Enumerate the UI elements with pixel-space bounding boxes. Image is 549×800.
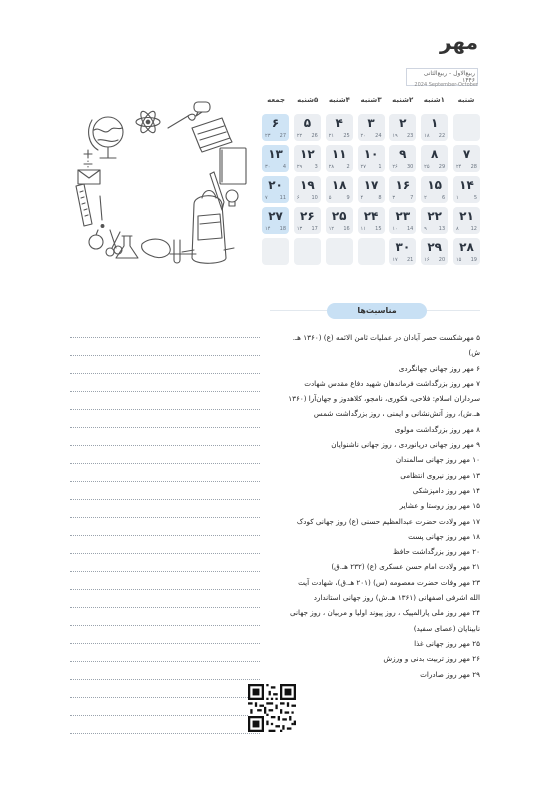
day-cell[interactable] [421, 238, 448, 265]
weeks-container [262, 114, 480, 265]
occasion-item: هـ.ش)، روز آتش‌نشانی و ایمنی ، روز بزرگداشت شمس [313, 409, 480, 419]
note-line[interactable] [70, 464, 260, 482]
note-line[interactable] [70, 536, 260, 554]
gregorian-date: 11 [279, 195, 287, 201]
note-line[interactable] [70, 338, 260, 356]
day-cell[interactable] [453, 145, 480, 172]
occasion-item: ۲۱ مهر ولادت امام حسن عسکری (ع) (۲۳۲ هـ.ق) [331, 562, 480, 572]
gregorian-date: 12 [470, 226, 477, 232]
book-icon [192, 118, 232, 152]
day-cell[interactable] [453, 207, 480, 234]
hijri-date: ۱۶ [424, 257, 430, 263]
weekday-label: ۳شنبه [360, 96, 382, 104]
day-number: ۸ [431, 147, 439, 161]
occasion-item: ۲۵ مهر روز جهانی غذا [414, 638, 480, 648]
gregorian-date: 1 [378, 164, 382, 170]
hijri-date: ۲۸ [328, 164, 335, 170]
gregorian-date: 30 [406, 164, 414, 170]
flask-icon [116, 236, 138, 258]
occasion-item: ۲۳ مهر وفات حضرت معصومه (س) (۲۰۱ هـ.ق)، شهادت آیت [298, 577, 480, 587]
gregorian-date: 29 [438, 164, 446, 170]
day-cell[interactable] [358, 207, 385, 234]
occasion-item: ۱۷ مهر ولادت حضرت عبدالعظیم حسنی (ع) روز جهانی کودک [296, 516, 480, 526]
occasion-item: ۶ مهر روز جهانی جهانگردی [398, 363, 480, 373]
note-line[interactable] [70, 554, 260, 572]
day-cell[interactable] [294, 176, 321, 203]
day-number: ۳ [367, 116, 375, 130]
note-line[interactable] [70, 446, 260, 464]
occasion-item: ۱۰ مهر روز جهانی سالمندان [395, 455, 480, 465]
ruler-icon [76, 184, 92, 226]
notes-area[interactable] [70, 320, 260, 734]
day-number: ۱۶ [395, 178, 411, 192]
day-number: ۱۹ [300, 178, 315, 192]
gregorian-date: 21 [406, 257, 414, 263]
gregorian-date: 24 [375, 133, 382, 139]
day-cell[interactable] [358, 176, 385, 203]
day-cell[interactable] [389, 207, 416, 234]
hijri-date: ۱۰ [392, 226, 398, 232]
hijri-date: ۹ [424, 226, 427, 232]
occasions-list [270, 330, 480, 682]
week-row [262, 176, 480, 203]
hijri-date: ۵ [328, 195, 332, 201]
day-cell[interactable] [326, 176, 353, 203]
hijri-date: ۱۲ [328, 226, 335, 232]
day-number: ۲۶ [300, 209, 315, 223]
occasions-header: مناسبت‌ها [327, 303, 427, 319]
occasion-item: ۱۵ مهر روز روستا و عشایر [399, 501, 480, 511]
gregorian-date: 14 [406, 226, 414, 232]
day-cell-empty [262, 238, 289, 265]
occasion-item: ۹ مهر روز جهانی دریانوردی ، روز جهانی ناشنوایان [331, 440, 480, 450]
day-number: ۷ [462, 147, 471, 161]
day-cell[interactable] [262, 114, 289, 141]
light-bulb-icon [226, 190, 238, 206]
occasion-item: ۵ مهرشکست حصر آبادان در عملیات ثامن الائمه (ع) (۱۳۶۰ هـ. [292, 333, 480, 342]
month-title: مهر [439, 30, 478, 54]
day-cell[interactable] [326, 207, 353, 234]
day-cell[interactable] [294, 145, 321, 172]
hijri-date: ۱۴ [265, 226, 271, 232]
day-cell[interactable] [262, 176, 289, 203]
note-line[interactable] [70, 644, 260, 662]
day-number: ۲ [399, 116, 407, 130]
gregorian-date: 5 [473, 195, 477, 201]
occasion-item: ۱۳ مهر روز نیروی انتظامی [400, 470, 480, 480]
weekday-label: جمعه [267, 96, 286, 104]
weekday-label: شنبه [457, 96, 475, 104]
note-line[interactable] [70, 662, 260, 680]
day-number: ۱۷ [363, 178, 379, 192]
hijri-date: ۲۶ [392, 164, 398, 170]
day-number: ۶ [271, 116, 280, 130]
hijri-date: ۱۷ [392, 257, 398, 263]
day-number: ۵ [303, 116, 312, 130]
gregorian-date: 16 [343, 226, 350, 232]
exclamation-icon [100, 196, 104, 227]
occasion-item: ۸ مهر روز بزرگداشت مولوی [394, 424, 480, 434]
note-line[interactable] [70, 482, 260, 500]
day-number: ۱۲ [300, 147, 315, 161]
apple-icon [89, 230, 103, 249]
hijri-date: ۱۹ [392, 133, 398, 139]
hijri-date: ۱۱ [360, 226, 366, 232]
occasion-item: ۱۴ مهر روز دامپزشکی [412, 485, 480, 495]
hijri-date: ۷ [265, 195, 268, 201]
note-line[interactable] [70, 410, 260, 428]
gregorian-date: 23 [406, 133, 414, 139]
occasion-item: ۲۹ مهر روز صادرات [420, 669, 480, 679]
day-number: ۹ [399, 147, 407, 161]
note-line[interactable] [70, 590, 260, 608]
gregorian-date: 22 [438, 133, 446, 139]
hijri-date: ۶ [296, 195, 300, 201]
occasion-item: ۲۴ مهر روز ملی پارالمپیک ، روز پیوند اولیا و مربیان ، روز جهانی [290, 608, 480, 618]
qr-code-icon [248, 684, 296, 732]
day-number: ۲۱ [459, 209, 474, 223]
hijri-date: ۲۴ [456, 164, 462, 170]
occasion-item: ۲۶ مهر روز تربیت بدنی و ورزش [383, 654, 480, 664]
occasion-item: الله اشرفی اصفهانی (۱۳۶۱ هـ.ش) روز جهانی استاندارد [313, 593, 480, 603]
note-line[interactable] [70, 428, 260, 446]
month-hijri-range: ربیع‌الاول - ربیع‌الثانی ۱۴۴۶ [406, 68, 478, 86]
note-line[interactable] [70, 320, 260, 338]
gregorian-date: 27 [279, 133, 287, 139]
gregorian-date: 20 [438, 257, 446, 263]
day-cell[interactable] [389, 176, 416, 203]
hijri-date: ۱ [456, 195, 459, 201]
week-row [262, 238, 480, 265]
day-number: ۲۹ [427, 240, 442, 254]
gregorian-date: 3 [314, 164, 318, 170]
day-cell[interactable] [389, 238, 416, 265]
month-gregorian-range: 2024 September-October [414, 82, 478, 88]
hijri-date: ۲ [424, 195, 427, 201]
day-number: ۱۸ [331, 178, 347, 192]
occasion-item: ۱۸ مهر روز جهانی پست [408, 531, 480, 541]
day-cell[interactable] [421, 145, 448, 172]
gregorian-date: 26 [311, 133, 318, 139]
gregorian-date: 2 [346, 164, 350, 170]
gregorian-date: 4 [282, 164, 287, 170]
day-number: ۱۰ [363, 147, 379, 161]
hijri-date: ۱۳ [296, 226, 303, 232]
school-supplies-illustration [70, 100, 255, 275]
day-cell-empty [326, 238, 353, 265]
gregorian-date: 15 [375, 226, 382, 232]
hijri-date: ۲۲ [296, 133, 303, 139]
day-cell[interactable] [389, 145, 416, 172]
backpack-icon [182, 191, 234, 264]
atom-icon [136, 109, 160, 134]
day-number: ۲۷ [268, 209, 283, 223]
note-line[interactable] [70, 572, 260, 590]
occasion-item: ۲۰ مهر روز بزرگداشت حافظ [392, 547, 480, 557]
hijri-date: ۲۷ [360, 164, 366, 170]
weekday-header-row [262, 96, 480, 110]
month-header [408, 30, 480, 92]
day-cell-empty [453, 114, 480, 141]
day-cell-empty [358, 238, 385, 265]
day-number: ۲۲ [427, 209, 442, 223]
gregorian-date: 25 [343, 133, 350, 139]
hijri-date: ۸ [456, 226, 459, 232]
hijri-date: ۲۱ [328, 133, 335, 139]
week-row [262, 207, 480, 234]
day-number: ۲۴ [363, 209, 379, 223]
gregorian-date: 10 [311, 195, 318, 201]
day-number: ۱۳ [268, 147, 283, 161]
gregorian-date: 28 [470, 164, 477, 170]
day-cell[interactable] [453, 238, 480, 265]
week-row [262, 114, 480, 141]
day-number: ۲۳ [395, 209, 411, 223]
note-line[interactable] [70, 356, 260, 374]
note-line[interactable] [70, 392, 260, 410]
hijri-date: ۲۵ [424, 164, 430, 170]
notebook-icon [220, 148, 246, 184]
day-number: ۲۰ [268, 178, 283, 192]
week-row [262, 145, 480, 172]
note-line[interactable] [70, 374, 260, 392]
day-cell[interactable] [421, 114, 448, 141]
gregorian-date: 6 [441, 195, 446, 201]
day-cell[interactable] [358, 145, 385, 172]
day-cell[interactable] [294, 207, 321, 234]
gregorian-date: 19 [470, 257, 477, 263]
weekday-label: ۵شنبه [297, 96, 319, 104]
occasion-item: سرداران اسلام: فلاحی، فکوری، نامجو، کلاهدوز و جهان‌آرا (۱۳۶۰ [288, 394, 480, 404]
day-number: ۳۰ [395, 240, 411, 254]
day-cell[interactable] [421, 176, 448, 203]
gregorian-date: 7 [410, 195, 414, 201]
globe-icon [89, 117, 123, 158]
hijri-date: ۲۹ [296, 164, 303, 170]
day-cell[interactable] [326, 145, 353, 172]
occasion-item: نابینایان (عصای سفید) [413, 623, 480, 633]
envelope-icon [78, 170, 100, 184]
day-number: ۱۱ [331, 147, 347, 161]
hijri-date: ۲۰ [360, 133, 366, 139]
day-number: ۱۴ [459, 178, 474, 192]
day-number: ۲۵ [331, 209, 347, 223]
note-line[interactable] [70, 716, 260, 734]
hijri-date: ۳ [392, 195, 396, 201]
month-calendar-grid [262, 96, 480, 272]
hijri-date: ۴ [360, 195, 364, 201]
day-cell[interactable] [358, 114, 385, 141]
hijri-date: ۲۳ [265, 133, 271, 139]
brush-icon [168, 114, 195, 128]
day-cell[interactable] [262, 207, 289, 234]
note-line[interactable] [70, 626, 260, 644]
hijri-date: ۱۵ [456, 257, 462, 263]
weekday-label: ۱شنبه [423, 96, 445, 104]
day-cell[interactable] [389, 114, 416, 141]
day-cell[interactable] [326, 114, 353, 141]
gregorian-date: 8 [378, 195, 382, 201]
gregorian-date: 13 [438, 226, 446, 232]
day-cell[interactable] [262, 145, 289, 172]
math-symbols-icon [84, 150, 92, 167]
palette-icon [142, 239, 171, 258]
note-line[interactable] [70, 500, 260, 518]
weekday-label: ۲شنبه [392, 96, 414, 104]
note-line[interactable] [70, 680, 260, 698]
day-cell-empty [294, 238, 321, 265]
note-line[interactable] [70, 608, 260, 626]
day-cell[interactable] [453, 176, 480, 203]
gregorian-date: 9 [346, 195, 350, 201]
occasion-item: ش) [468, 348, 480, 358]
gregorian-date: 18 [279, 226, 287, 232]
day-cell[interactable] [294, 114, 321, 141]
note-line[interactable] [70, 698, 260, 716]
occasion-item: ۷ مهر روز بزرگداشت فرماندهان شهید دفاع مقدس شهادت [304, 378, 480, 388]
gregorian-date: 17 [311, 226, 318, 232]
day-cell[interactable] [421, 207, 448, 234]
day-number: ۴ [335, 116, 343, 130]
day-number: ۲۸ [459, 240, 474, 254]
day-number: ۱ [431, 116, 439, 130]
speech-bubble-icon [194, 102, 210, 116]
note-line[interactable] [70, 518, 260, 536]
hijri-date: ۱۸ [424, 133, 430, 139]
day-number: ۱۵ [427, 178, 442, 192]
hijri-date: ۳۰ [265, 164, 271, 170]
weekday-label: ۴شنبه [328, 96, 350, 104]
